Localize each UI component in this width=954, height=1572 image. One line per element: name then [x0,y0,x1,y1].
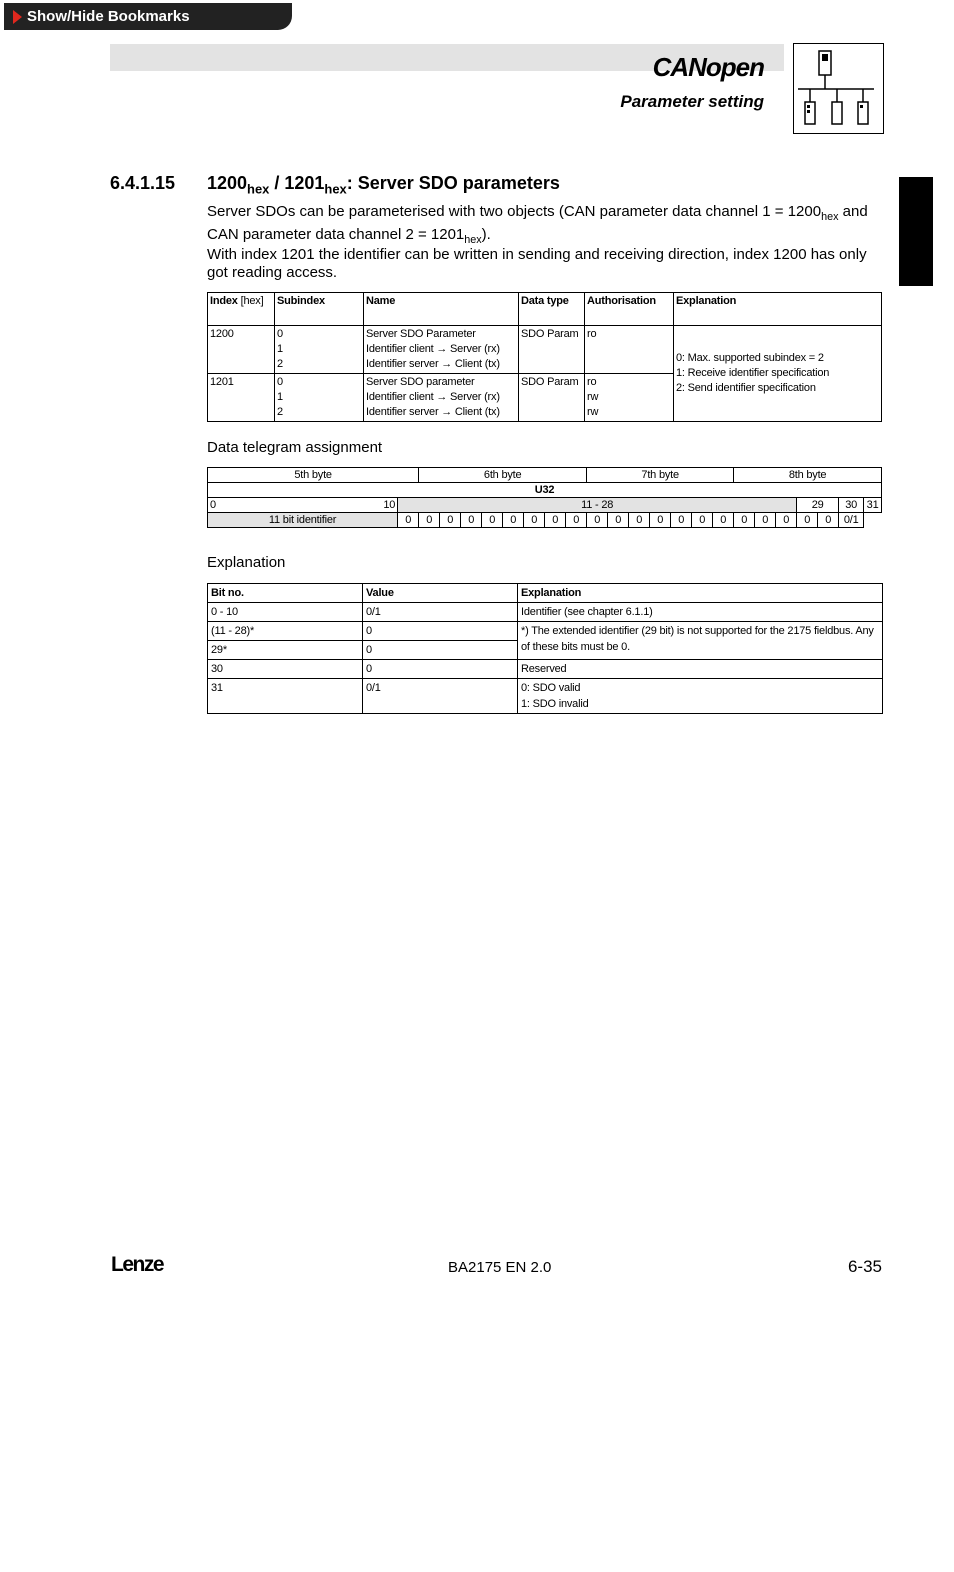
page-number: 6-35 [847,1257,882,1276]
bookmark-arrow-icon [13,10,22,24]
document-id: BA2175 EN 2.0 [448,1259,552,1276]
network-diagram-icon [793,43,884,134]
section-number: 6.4.1.15 [110,173,176,193]
chapter-subtitle: Parameter setting [620,92,764,111]
lenze-logo: Lenze [111,1253,164,1276]
bit-range-row: 0 10 11 - 28 29 30 31 [208,498,882,513]
telegram-heading: Data telegram assignment [207,439,383,456]
table-row: 31 0/1 0: SDO valid 1: SDO invalid [208,679,883,714]
intro-paragraph: Server SDOs can be parameterised with two objects (CAN parameter data channel $1 = 1200_{hex}$ and CAN parameter data channel $2 = 1201_{hex}$). [207,203,868,246]
explanation-cell: 0: Max. supported subindex = 2 1: Receive identifier specification 2: Send identifier specification [674,326,882,422]
identifier-row: 11 bit identifier 0 0 0 0 0 0 0 0 0 0 0 0 0 0 0 0 0 0 0 0 0 0/1 [208,513,882,528]
bookmarks-label: Show/Hide Bookmarks [27,8,190,25]
parameter-table [207,292,882,422]
table-header-row: Index [hex] Subindex Name Data type Authorisation Explanation [208,293,882,326]
type-row: U32 [208,483,882,498]
explanation-heading: Explanation [207,554,286,571]
table-header-row: Bit no. Value Explanation [208,584,883,603]
show-hide-bookmarks-button[interactable] [4,3,292,30]
byte-row: 5th byte 6th byte 7th byte 8th byte [208,468,882,483]
table-row: (11 - 28)* 0 *) The extended identifier (29 bit) is not supported for the 2175 fieldbus. Any of these bits must be 0. [208,622,883,641]
section-title: $1200_{hex} / 1201_{hex}$: Server SDO parameters [207,173,560,197]
table-row: 0 - 10 0/1 Identifier (see chapter 6.1.1) [208,603,883,622]
bit-explanation-table [207,583,883,714]
table-row: 30 0 Reserved [208,660,883,679]
telegram-table [207,467,882,528]
access-paragraph: With index 1201 the identifier can be written in sending and receiving direction, index 1200 has only got reading access. [207,246,867,281]
chapter-title: CANopen [652,52,764,82]
table-row: 1200 0 1 2 Server SDO Parameter Identifier client → Server (rx) Identifier server → Client (tx) SDO Param ro 0: Max. supported subindex = 2 1: Receive identifier specification 2: Send identifier specification [208,326,882,374]
chapter-side-tab [899,177,933,286]
table-row: 1201 0 1 2 Server SDO parameter Identifier client → Server (rx) Identifier server → Client (tx) SDO Param ro rw rw [208,374,882,422]
table-row: 29* 0 [208,641,883,660]
